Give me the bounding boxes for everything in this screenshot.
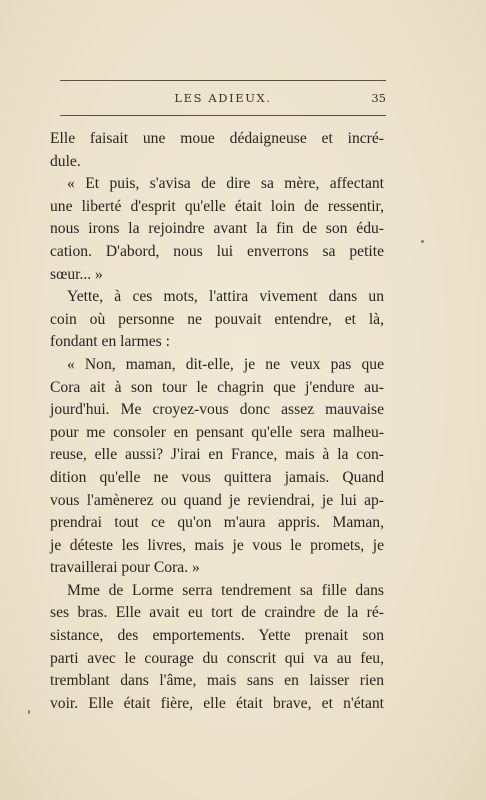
text-line: travaillerai pour Cora. » <box>50 559 200 577</box>
page-number: 35 <box>371 91 386 105</box>
text-line: dule. <box>50 152 81 170</box>
text-line: coin où personne ne pouvait entendre, et là, <box>50 310 384 328</box>
running-title: LES ADIEUX. <box>174 91 272 105</box>
text-line: vous l'amènerez ou quand je reviendrai, je lui ap- <box>50 491 384 509</box>
text-line: « Et puis, s'avisa de dire sa mère, affectant <box>67 175 384 193</box>
header-rule-bottom <box>60 115 386 116</box>
running-header <box>60 90 386 106</box>
header-rule-top <box>60 80 386 81</box>
text-line: reuse, elle aussi? J'irai en France, mais à la con- <box>50 446 384 464</box>
text-line: pour me consoler en pensant qu'elle sera malheu- <box>50 423 384 441</box>
paper-speck <box>28 710 30 714</box>
text-line: tremblant dans l'âme, mais sans en laisser rien <box>50 672 384 690</box>
text-line: voir. Elle était fière, elle était brave, et n'étant <box>50 694 384 712</box>
text-line: cation. D'abord, nous lui enverrons sa petite <box>50 242 384 260</box>
text-line: une liberté d'esprit qu'elle était loin de ressentir, <box>50 197 384 215</box>
text-line: Elle faisait une moue dédaigneuse et incré- <box>50 130 384 147</box>
text-line: parti avec le courage du conscrit qui va au feu, <box>50 649 384 667</box>
text-line: « Non, maman, dit-elle, je ne veux pas que <box>67 355 384 373</box>
text-line: dition qu'elle ne vous quittera jamais. Quand <box>50 468 384 486</box>
text-line: Cora ait à son tour le chagrin que j'endure au- <box>50 378 384 396</box>
text-line: nous irons la rejoindre avant la fin de son édu- <box>50 220 384 238</box>
body-text <box>50 128 384 715</box>
text-line: jourd'hui. Me croyez-vous donc assez mauvaise <box>50 401 384 419</box>
text-line: je déteste les livres, mais je vous le promets, je <box>50 536 384 554</box>
text-line: fondant en larmes : <box>50 333 170 351</box>
text-line: ses bras. Elle avait eu tort de craindre de la ré- <box>50 604 384 622</box>
text-line: prendrai tout ce qu'on m'aura appris. Maman, <box>50 514 384 532</box>
text-line: sistance, des emportements. Yette prenait son <box>50 627 384 645</box>
text-line: sœur... » <box>50 265 103 283</box>
text-line: Mme de Lorme serra tendrement sa fille dans <box>67 581 384 599</box>
text-line: Yette, à ces mots, l'attira vivement dans un <box>67 288 384 306</box>
paper-speck <box>421 240 424 243</box>
